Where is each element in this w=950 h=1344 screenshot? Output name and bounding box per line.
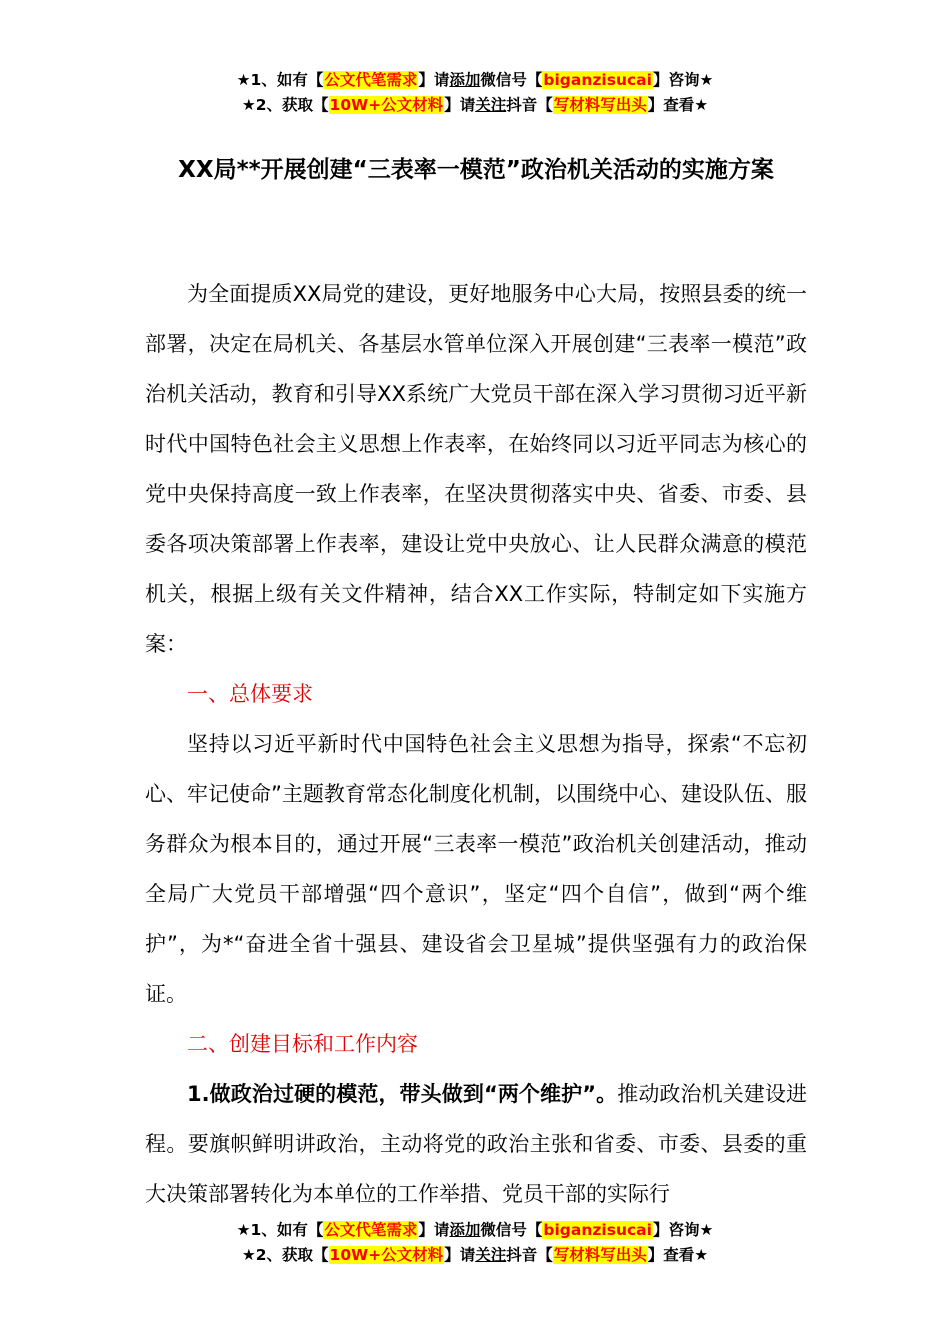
promo-text: 】请 bbox=[444, 96, 476, 114]
item-1-text: 推动政治机关建设进程。要旗帜鲜明讲政治，主动将党的政治主张和省委、市委、县委的重大决策部署转化为本单位的工作举措、党员干部的实际行 bbox=[145, 1082, 807, 1206]
promo-highlight: 写材料写出头 bbox=[553, 1246, 647, 1264]
promo-highlight: 公文代笔需求 bbox=[324, 71, 418, 89]
item-1-paragraph bbox=[145, 1069, 807, 1219]
promo-highlight: biganzisucai bbox=[543, 1221, 652, 1239]
promo-underline-text: 添加 bbox=[449, 71, 481, 89]
promo-banner-bottom bbox=[0, 1218, 950, 1268]
promo-text: 】查看★ bbox=[647, 96, 709, 114]
promo-text: 微信号【 bbox=[480, 1221, 543, 1239]
promo-highlight: 公文代笔需求 bbox=[324, 1221, 418, 1239]
promo-text: 】请 bbox=[418, 71, 450, 89]
section-1-paragraph: 坚持以习近平新时代中国特色社会主义思想为指导，探索“不忘初心、牢记使命”主题教育常态化制度化机制，以围绕中心、建设队伍、服务群众为根本目的，通过开展“三表率一模范”政治机关创建活动，推动全局广大党员干部增强“四个意识”，坚定“四个自信”，做到“两个维护”，为*“奋进全省十强县、建设省会卫星城”提供坚强有力的政治保证。 bbox=[145, 732, 807, 1006]
promo-line-2 bbox=[0, 93, 950, 118]
promo-highlight: 写材料写出头 bbox=[553, 96, 647, 114]
promo-text: ★1、如有【 bbox=[236, 71, 324, 89]
promo-text: ★1、如有【 bbox=[236, 1221, 324, 1239]
promo-text: 微信号【 bbox=[480, 71, 543, 89]
promo-underline-text: 添加 bbox=[449, 1221, 481, 1239]
promo-text: 】请 bbox=[418, 1221, 450, 1239]
item-1-bold-lead: 1.做政治过硬的模范，带头做到“两个维护”。 bbox=[187, 1082, 618, 1106]
promo-text: 抖音【 bbox=[506, 1246, 553, 1264]
promo-line-2 bbox=[0, 1243, 950, 1268]
promo-text: 】咨询★ bbox=[652, 1221, 714, 1239]
promo-underline-text: 关注 bbox=[475, 96, 507, 114]
section-heading-2: 二、创建目标和工作内容 bbox=[187, 1032, 418, 1056]
promo-banner-top bbox=[0, 68, 950, 118]
document-body bbox=[145, 269, 807, 1219]
promo-text: ★2、获取【 bbox=[241, 1246, 329, 1264]
intro-paragraph: 为全面提质XX局党的建设，更好地服务中心大局，按照县委的统一部署，决定在局机关、各基层水管单位深入开展创建“三表率一模范”政治机关活动，教育和引导XX系统广大党员干部在深入学习贯彻习近平新时代中国特色社会主义思想上作表率，在始终同以习近平同志为核心的党中央保持高度一致上作表率，在坚决贯彻落实中央、省委、市委、县委各项决策部署上作表率，建设让党中央放心、让人民群众满意的模范机关，根据上级有关文件精神，结合XX工作实际，特制定如下实施方案： bbox=[145, 282, 807, 656]
section-heading-1: 一、总体要求 bbox=[187, 682, 313, 706]
promo-highlight: 10W+公文材料 bbox=[329, 96, 444, 114]
promo-text: 】请 bbox=[444, 1246, 476, 1264]
promo-highlight: biganzisucai bbox=[543, 71, 652, 89]
promo-line-1 bbox=[0, 1218, 950, 1243]
document-title: XX局**开展创建“三表率一模范”政治机关活动的实施方案 bbox=[178, 157, 774, 183]
promo-text: 抖音【 bbox=[506, 96, 553, 114]
promo-text: 】咨询★ bbox=[652, 71, 714, 89]
promo-text: 】查看★ bbox=[647, 1246, 709, 1264]
promo-highlight: 10W+公文材料 bbox=[329, 1246, 444, 1264]
promo-text: ★2、获取【 bbox=[241, 96, 329, 114]
promo-line-1 bbox=[0, 68, 950, 93]
promo-underline-text: 关注 bbox=[475, 1246, 507, 1264]
